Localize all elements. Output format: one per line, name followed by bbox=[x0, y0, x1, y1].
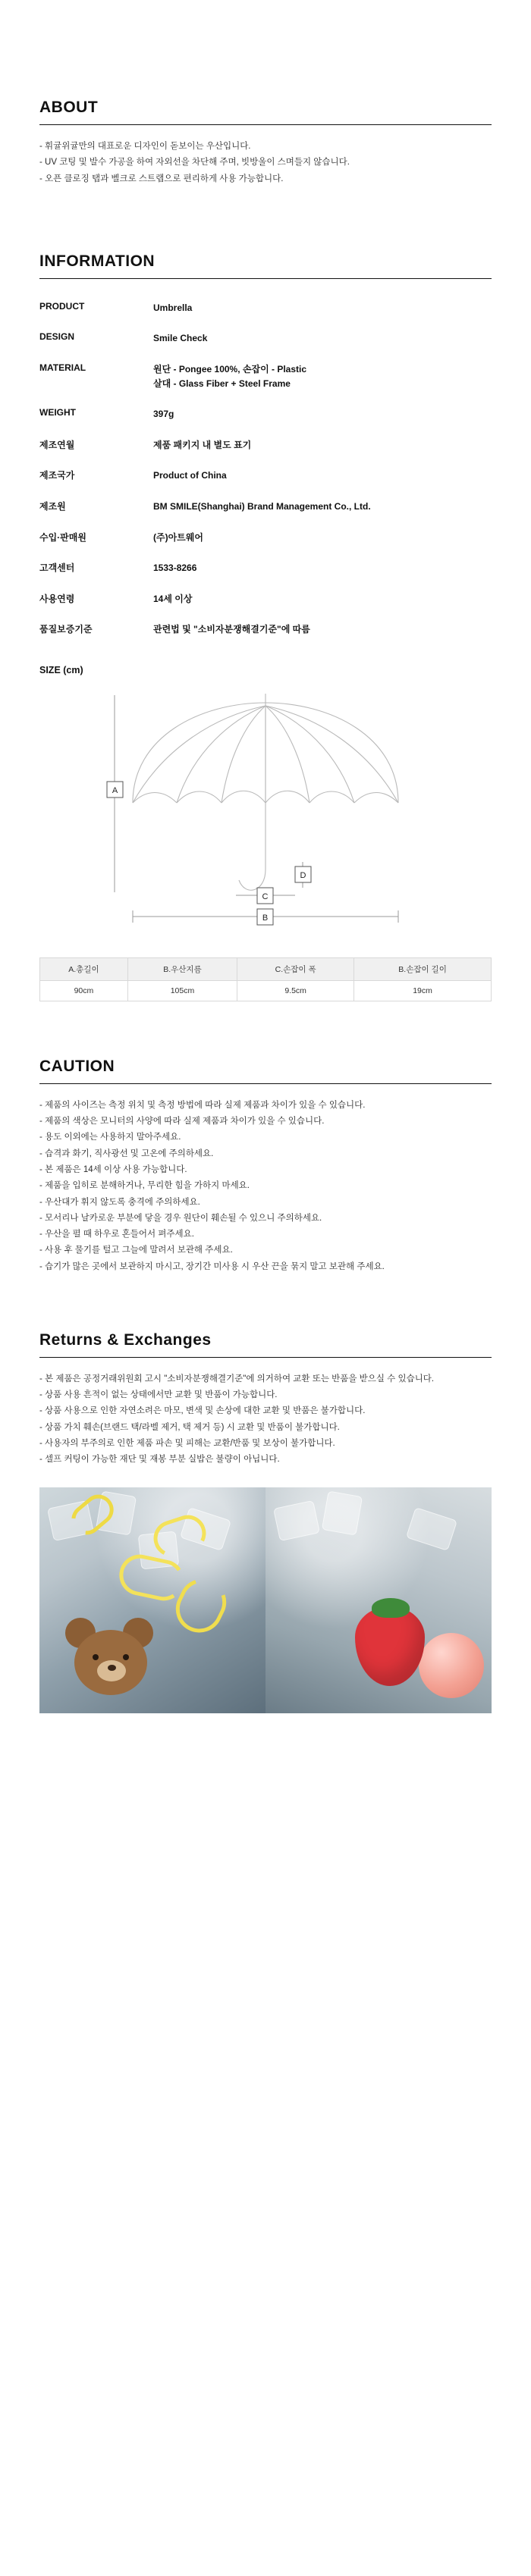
table-row bbox=[39, 430, 492, 461]
list-item: - 우산을 펼 때 하우로 혼들어서 펴주세요. bbox=[39, 1230, 194, 1239]
information-title: INFORMATION bbox=[39, 252, 156, 270]
list-item: - 제품을 입히로 분해하거나, 무리한 힘을 가하지 마세요. bbox=[39, 1181, 250, 1191]
list-item: - 제품의 색상은 모니터의 사양에 따라 실제 제품과 차이가 있을 수 있습니다. bbox=[39, 1117, 325, 1127]
info-label: 수입·판매원 bbox=[39, 531, 86, 543]
information-divider bbox=[39, 278, 492, 279]
marker-a bbox=[107, 695, 123, 892]
teddy-bear-shape bbox=[53, 1610, 167, 1709]
table-row bbox=[39, 354, 492, 399]
list-item: - 우산대가 휘지 않도록 충격에 주의하세요. bbox=[39, 1197, 200, 1207]
product-photo-right bbox=[266, 1487, 492, 1713]
info-value: BM SMILE(Shanghai) Brand Management Co., Ltd. bbox=[153, 500, 371, 512]
list-item: - 상품 가치 훼손(브랜드 택/라벨 제거, 택 제거 등) 시 교환 및 반품이 불가합니다. bbox=[39, 1422, 340, 1432]
info-label: MATERIAL bbox=[39, 362, 86, 373]
table-row bbox=[39, 553, 492, 584]
returns-divider bbox=[39, 1357, 492, 1358]
about-divider bbox=[39, 124, 492, 125]
table-row bbox=[39, 584, 492, 615]
umbrella-svg bbox=[87, 689, 444, 939]
info-label: 제조국가 bbox=[39, 470, 75, 481]
ice-cube-shape bbox=[322, 1491, 363, 1536]
size-value: 19cm bbox=[354, 980, 492, 1001]
caution-divider bbox=[39, 1083, 492, 1084]
caution-list bbox=[39, 1098, 492, 1275]
svg-text:C: C bbox=[262, 892, 269, 901]
info-label: WEIGHT bbox=[39, 407, 76, 418]
list-item: - 용도 이외에는 사용하지 말아주세요. bbox=[39, 1133, 181, 1142]
svg-text:D: D bbox=[300, 870, 306, 880]
list-item: - 습격과 화기, 직사광선 및 고온에 주의하세요. bbox=[39, 1149, 214, 1158]
info-label: 고객센터 bbox=[39, 563, 75, 574]
returns-title: Returns & Exchanges bbox=[39, 1330, 212, 1349]
about-section bbox=[0, 0, 531, 187]
about-list bbox=[39, 139, 492, 187]
info-value: Product of China bbox=[153, 470, 227, 481]
caution-section bbox=[0, 1001, 531, 1275]
size-label: SIZE (cm) bbox=[39, 664, 83, 675]
size-table bbox=[39, 957, 492, 1001]
list-item: - 모서리나 날카로운 부분에 닿을 경우 원단이 훼손될 수 있으니 주의하세요. bbox=[39, 1213, 322, 1223]
table-row bbox=[39, 491, 492, 522]
info-value: 1533-8266 bbox=[153, 563, 197, 574]
info-value: Smile Check bbox=[153, 333, 208, 344]
list-item: - 상품 사용으로 인한 자연소려은 마모, 변색 및 손상에 대한 교환 및 반품은 불가합니다. bbox=[39, 1406, 366, 1416]
list-item: - 습기가 많은 곳에서 보관하지 마시고, 장기간 미사용 시 우산 끈을 묶지 말고 보관해 주세요. bbox=[39, 1261, 385, 1271]
table-header-row bbox=[40, 957, 492, 980]
info-value: 관련법 및 "소비자분쟁해결기준"에 따름 bbox=[153, 624, 310, 635]
strawberry-shape bbox=[355, 1607, 425, 1686]
size-section bbox=[0, 645, 531, 1001]
marker-b bbox=[133, 909, 398, 925]
list-item: - 본 제품은 공정거래위원회 고시 "소비자분쟁해결기준"에 의거하여 교환 또는 반품을 받으실 수 있습니다. bbox=[39, 1374, 435, 1384]
ice-cube-shape bbox=[273, 1500, 320, 1541]
info-label: 품질보증기준 bbox=[39, 624, 93, 635]
table-row bbox=[39, 522, 492, 553]
info-label: 사용연령 bbox=[39, 593, 75, 604]
list-item: - 셀프 커팅이 가능한 재단 및 재봉 부분 실밥은 불량이 아닙니다. bbox=[39, 1455, 280, 1465]
info-label: 제조원 bbox=[39, 500, 66, 512]
strawberry-leaf bbox=[372, 1598, 410, 1618]
ice-cube-shape bbox=[406, 1508, 457, 1552]
svg-text:A: A bbox=[112, 785, 118, 795]
list-item: - UV 코팅 및 발수 가공을 하여 자외선을 차단해 주며, 빗방울이 스며들지 않습니다. bbox=[39, 158, 350, 168]
size-value: 105cm bbox=[127, 980, 237, 1001]
list-item: - 상품 사용 흔적이 없는 상태에서만 교환 및 반품이 가능합니다. bbox=[39, 1390, 278, 1400]
info-label: 제조연월 bbox=[39, 439, 75, 450]
info-value bbox=[153, 354, 492, 399]
information-table bbox=[39, 293, 492, 645]
peach-shape bbox=[419, 1633, 484, 1698]
info-value: 397g bbox=[153, 409, 174, 420]
list-item: - 휘귤위귤만의 대표로운 디자인이 돋보이는 우산입니다. bbox=[39, 142, 251, 151]
caution-title: CAUTION bbox=[39, 1057, 115, 1075]
returns-list bbox=[39, 1371, 492, 1468]
size-header: B.우산지름 bbox=[127, 957, 237, 980]
svg-text:B: B bbox=[262, 913, 269, 923]
table-row bbox=[39, 323, 492, 354]
size-header: B.손잡이 길이 bbox=[354, 957, 492, 980]
info-value: 제품 패키지 내 별도 표기 bbox=[153, 439, 252, 450]
product-photo-row bbox=[0, 1487, 531, 1713]
info-value: Umbrella bbox=[153, 302, 193, 313]
umbrella-diagram bbox=[39, 689, 492, 939]
info-label: PRODUCT bbox=[39, 300, 85, 312]
list-item: - 제품의 사이즈는 측정 위치 및 측정 방법에 따라 실제 제품과 차이가 있을 수 있습니다. bbox=[39, 1100, 366, 1110]
information-section bbox=[0, 187, 531, 645]
size-value: 9.5cm bbox=[237, 980, 354, 1001]
info-label: DESIGN bbox=[39, 331, 75, 343]
about-title: ABOUT bbox=[39, 99, 99, 116]
table-row bbox=[39, 399, 492, 430]
product-photo-left bbox=[39, 1487, 266, 1713]
table-row bbox=[40, 980, 492, 1001]
info-value: (주)아트웨어 bbox=[153, 531, 203, 543]
list-item: - 사용 후 물기를 털고 그늘에 말려서 보관해 주세요. bbox=[39, 1246, 233, 1255]
info-value: 14세 이상 bbox=[153, 593, 193, 604]
list-item: - 오픈 클로징 탭과 벨크로 스트랩으로 편리하게 사용 가능합니다. bbox=[39, 174, 284, 183]
marker-c bbox=[236, 888, 295, 904]
list-item: - 본 제품은 14세 이상 사용 가능합니다. bbox=[39, 1164, 187, 1174]
info-value-line2: 살대 - Glass Fiber + Steel Frame bbox=[153, 378, 291, 389]
size-header: C.손잡이 폭 bbox=[237, 957, 354, 980]
list-item: - 사용자의 부주의로 인한 제품 파손 및 피해는 교환/반품 및 보상이 불가합니다. bbox=[39, 1438, 335, 1448]
info-value-line1: 원단 - Pongee 100%, 손잡이 - Plastic bbox=[153, 363, 307, 374]
table-row bbox=[39, 460, 492, 491]
size-value: 90cm bbox=[40, 980, 128, 1001]
size-header: A.총길이 bbox=[40, 957, 128, 980]
marker-d bbox=[295, 862, 311, 888]
returns-section bbox=[0, 1275, 531, 1468]
table-row bbox=[39, 293, 492, 324]
table-row bbox=[39, 614, 492, 645]
